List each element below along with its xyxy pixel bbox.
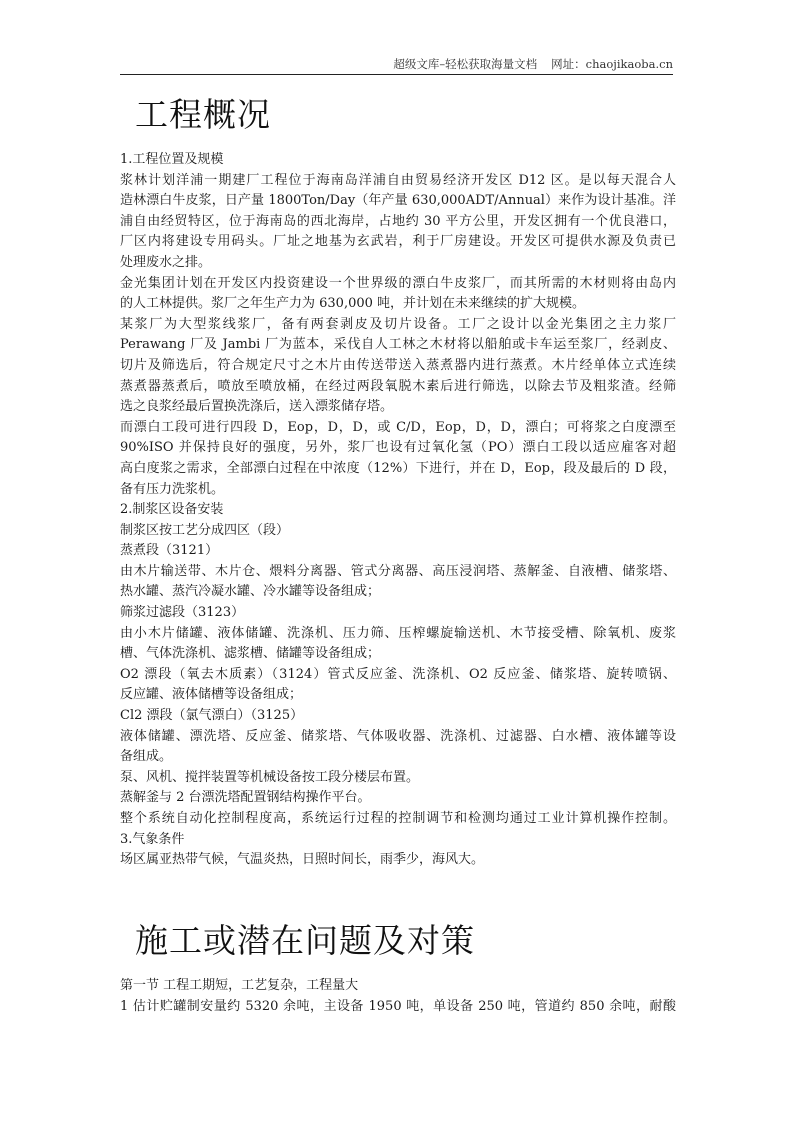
paragraph-line: 金光集团计划在开发区内投资建设一个世界级的漂白牛皮浆厂，而其所需的木材则将由岛内 bbox=[120, 275, 676, 291]
paragraph-line: 泵、风机、搅拌装置等机械设备按工段分楼层布置。 bbox=[120, 769, 420, 785]
header-url: 网址：chaojikaoba.cn bbox=[551, 57, 673, 71]
paragraph-line: 蒸煮器蒸煮后，喷放至喷放桶，在经过两段氧脱木素后进行筛选，以除去节及粗浆渣。经筛 bbox=[120, 378, 676, 394]
paragraph-line: 3.气象条件 bbox=[120, 831, 185, 847]
section-body-project-overview bbox=[120, 150, 676, 871]
paragraph-line: Perawang 厂及 Jambi 厂为蓝本，采伐自人工林之木材将以船舶或卡车运至浆厂，经剥皮、 bbox=[120, 337, 676, 353]
paragraph-line: 备组成。 bbox=[120, 749, 173, 765]
paragraph-line: 切片及筛选后，符合规定尺寸之木片由传送带送入蒸煮器内进行蒸煮。木片经单体立式连续 bbox=[120, 357, 676, 373]
paragraph-line: 选之良浆经最后置换洗涤后，送入漂浆储存塔。 bbox=[120, 399, 394, 415]
paragraph-line: 第一节 工程工期短，工艺复杂，工程量大 bbox=[120, 978, 359, 993]
paragraph-line: 备有压力洗浆机。 bbox=[120, 481, 225, 497]
paragraph-line: 造林漂白牛皮浆，日产量 1800Ton/Day（年产量 630,000ADT/Annual）来作为设计基准。洋 bbox=[120, 193, 676, 209]
paragraph-line: 筛浆过滤段（3123） bbox=[120, 605, 245, 621]
paragraph-line: 某浆厂为大型浆线浆厂，备有两套剥皮及切片设备。工厂之设计以金光集团之主力浆厂 bbox=[120, 316, 676, 332]
paragraph-line: 整个系统自动化控制程度高，系统运行过程的控制调节和检测均通过工业计算机操作控制。 bbox=[120, 811, 676, 826]
paragraph-line: 1.工程位置及规模 bbox=[120, 152, 224, 167]
paragraph-line: 1 估计贮罐制安量约 5320 余吨，主设备 1950 吨，单设备 250 吨，管道约 850 余吨，耐酸 bbox=[120, 998, 676, 1014]
section-title-construction-issues: 施工或潜在问题及对策 bbox=[135, 921, 475, 960]
paragraph-line: 而漂白工段可进行四段 D，Eop，D，D，或 C/D，Eop，D，D，漂白；可将浆之白度漂至 bbox=[120, 419, 676, 435]
paragraph-line: 处理废水之排。 bbox=[120, 254, 212, 270]
paragraph-line: 90%ISO 并保持良好的强度，另外，浆厂也设有过氧化氢（PO）漂白工段以适应雇客对超 bbox=[120, 440, 676, 456]
paragraph-line: 的人工林提供。浆厂之年生产力为 630,000 吨，并计划在未来继续的扩大规模。 bbox=[120, 296, 586, 312]
paragraph-line: 反应罐、液体储槽等设备组成； bbox=[120, 687, 303, 703]
paragraph-line: 2.制浆区设备安装 bbox=[120, 502, 224, 518]
paragraph-line: 浆林计划洋浦一期建厂工程位于海南岛洋浦自由贸易经济开发区 D12 区。是以每天混合人 bbox=[120, 172, 676, 188]
paragraph-line: 浦自由经贸特区，位于海南岛的西北海岸，占地约 30 平方公里，开发区拥有一个优良港口， bbox=[120, 213, 676, 229]
paragraph-line: 场区属亚热带气候，气温炎热，日照时间长，雨季少，海风大。 bbox=[120, 852, 485, 868]
paragraph-line: 液体储罐、漂洗塔、反应釜、储浆塔、气体吸收器、洗涤机、过滤器、白水槽、液体罐等设 bbox=[120, 728, 676, 744]
header-site-name: 超级文库–轻松获取海量文档 bbox=[393, 57, 538, 71]
paragraph-line: O2 漂段（氧去木质素）（3124）管式反应釜、洗涤机、O2 反应釜、储浆塔、旋转喷锅、 bbox=[120, 666, 676, 682]
paragraph-line: 由小木片储罐、液体储罐、洗涤机、压力筛、压榨螺旋输送机、木节接受槽、除氧机、废浆 bbox=[120, 625, 676, 641]
paragraph-line: 槽、气体洗涤机、滤浆槽、储罐等设备组成； bbox=[120, 646, 381, 662]
section-title-project-overview: 工程概况 bbox=[135, 95, 271, 134]
paragraph-line: 由木片输送带、木片仓、煨料分离器、管式分离器、高压浸润塔、蒸解釜、自液槽、储浆塔、 bbox=[120, 563, 676, 579]
page-header bbox=[120, 56, 673, 75]
paragraph-line: 厂区内将建设专用码头。厂址之地基为玄武岩，利于厂房建设。开发区可提供水源及负责已 bbox=[120, 234, 676, 250]
section-body-construction-issues bbox=[120, 976, 676, 1017]
paragraph-line: 蒸解釜与 2 台漂洗塔配置钢结构操作平台。 bbox=[120, 790, 371, 806]
paragraph-line: 制浆区按工艺分成四区（段） bbox=[120, 522, 290, 538]
paragraph-line: Cl2 漂段（氯气漂白）（3125） bbox=[120, 708, 304, 724]
paragraph-line: 热水罐、蒸汽冷凝水罐、冷水罐等设备组成； bbox=[120, 584, 381, 600]
paragraph-line: 蒸煮段（3121） bbox=[120, 543, 219, 559]
paragraph-line: 高白度浆之需求，全部漂白过程在中浓度（12%）下进行，并在 D，Eop，段及最后的 D 段， bbox=[120, 460, 676, 476]
